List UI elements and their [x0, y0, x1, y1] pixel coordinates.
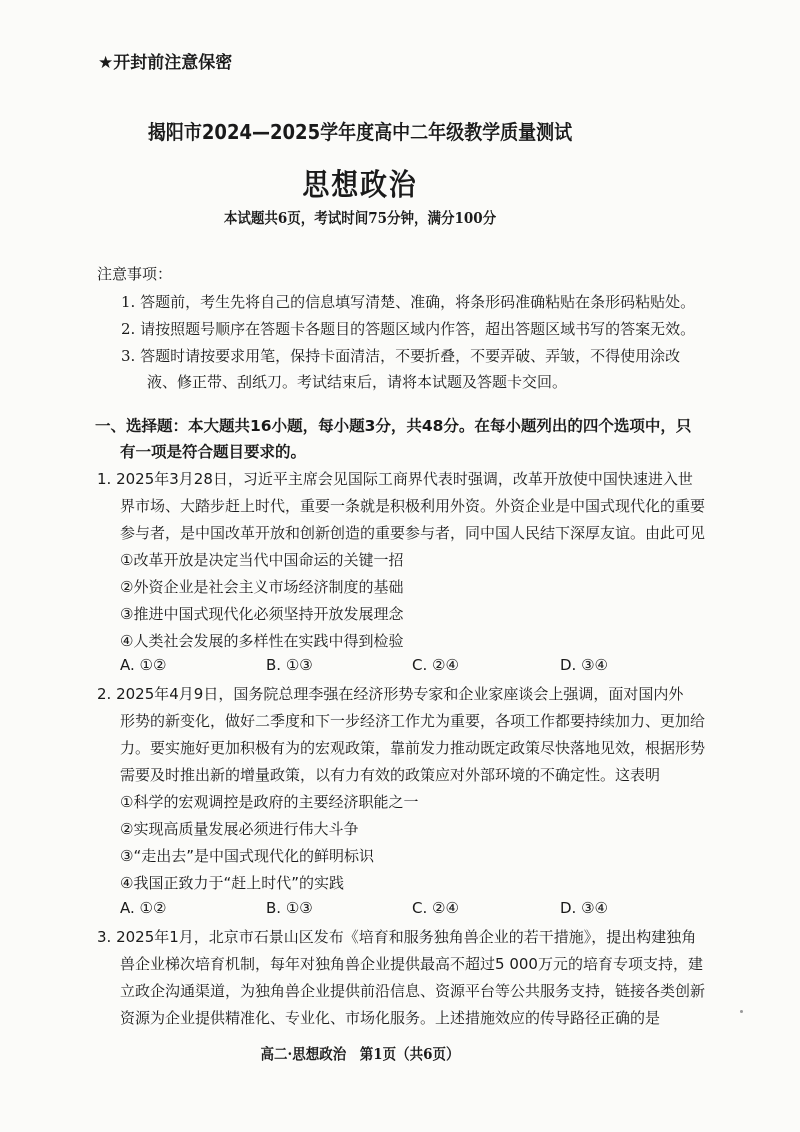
- question-2-stem: 需要及时推出新的增量政策，以有力有效的政策应对外部环境的不确定性。这表明: [120, 766, 661, 784]
- question-1-option-d: D. ③④: [560, 656, 608, 674]
- question-1-stem: 1. 2025年3月28日，习近平主席会见国际工商界代表时强调，改革开放使中国快速进入世: [97, 470, 693, 488]
- notice-item: 2. 请按照题号顺序在答题卡各题目的答题区域内作答，超出答题区域书写的答案无效。: [121, 320, 696, 338]
- question-2-stem: 力。要实施好更加积极有为的宏观政策，靠前发力推动既定政策尽快落地见效，根据形势: [120, 739, 706, 757]
- question-2-statement: ①科学的宏观调控是政府的主要经济职能之一: [120, 793, 419, 811]
- question-1-option-a: A. ①②: [120, 656, 167, 674]
- question-3-stem: 3. 2025年1月，北京市石景山区发布《培育和服务独角兽企业的若干措施》，提出构建独角: [97, 928, 697, 946]
- question-3-stem: 资源为企业提供精准化、专业化、市场化服务。上述措施效应的传导路径正确的是: [120, 1009, 661, 1027]
- question-3-stem: 兽企业梯次培育机制，每年对独角兽企业提供最高不超过5 000万元的培育专项支持，建: [120, 955, 703, 973]
- question-1-statement: ③推进中国式现代化必须坚持开放发展理念: [120, 605, 404, 623]
- question-2-stem: 2. 2025年4月9日，国务院总理李强在经济形势专家和企业家座谈会上强调，面对国内外: [97, 685, 684, 703]
- page-footer: 高二·思想政治 第1页（共6页）: [260, 1045, 460, 1063]
- exam-info: 本试题共6页，考试时间75分钟，满分100分: [223, 209, 497, 227]
- notice-item-continuation: 液、修正带、刮纸刀。考试结束后，请将本试题及答题卡交回。: [147, 373, 568, 391]
- subject-title: 思想政治: [302, 168, 418, 203]
- exam-title: 揭阳市2024—2025学年度高中二年级教学质量测试: [147, 120, 573, 144]
- question-1-stem: 参与者，是中国改革开放和创新创造的重要参与者，同中国人民结下深厚友谊。由此可见: [120, 524, 706, 542]
- question-2-statement: ③“走出去”是中国式现代化的鲜明标识: [120, 847, 374, 865]
- question-2-option-a: A. ①②: [120, 899, 167, 917]
- question-2-option-d: D. ③④: [560, 899, 608, 917]
- question-1-statement: ①改革开放是决定当代中国命运的关键一招: [120, 551, 404, 569]
- scan-speck: [740, 1010, 743, 1013]
- question-1-statement: ②外资企业是社会主义市场经济制度的基础: [120, 578, 404, 596]
- notice-item: 1. 答题前，考生先将自己的信息填写清楚、准确，将条形码准确粘贴在条形码粘贴处。: [121, 293, 696, 311]
- question-2-option-b: B. ①③: [266, 899, 313, 917]
- question-1-option-b: B. ①③: [266, 656, 313, 674]
- question-3-stem: 立政企沟通渠道，为独角兽企业提供前沿信息、资源平台等公共服务支持，链接各类创新: [120, 982, 706, 1000]
- notice-heading: 注意事项：: [97, 265, 173, 283]
- question-2-statement: ②实现高质量发展必须进行伟大斗争: [120, 820, 359, 838]
- section-heading: 一、选择题：本大题共16小题，每小题3分，共48分。在每小题列出的四个选项中，只: [95, 417, 692, 435]
- question-1-statement: ④人类社会发展的多样性在实践中得到检验: [120, 632, 404, 650]
- confidential-notice: ★开封前注意保密: [98, 53, 233, 73]
- question-2-statement: ④我国正致力于“赶上时代”的实践: [120, 874, 344, 892]
- section-heading-continuation: 有一项是符合题目要求的。: [120, 443, 307, 461]
- question-1-option-c: C. ②④: [412, 656, 459, 674]
- question-1-stem: 界市场、大踏步赶上时代，重要一条就是积极利用外资。外资企业是中国式现代化的重要: [120, 497, 706, 515]
- question-2-stem: 形势的新变化，做好二季度和下一步经济工作尤为重要，各项工作都要持续加力、更加给: [120, 712, 706, 730]
- question-2-option-c: C. ②④: [412, 899, 459, 917]
- notice-item: 3. 答题时请按要求用笔，保持卡面清洁，不要折叠，不要弄破、弄皱，不得使用涂改: [121, 347, 681, 365]
